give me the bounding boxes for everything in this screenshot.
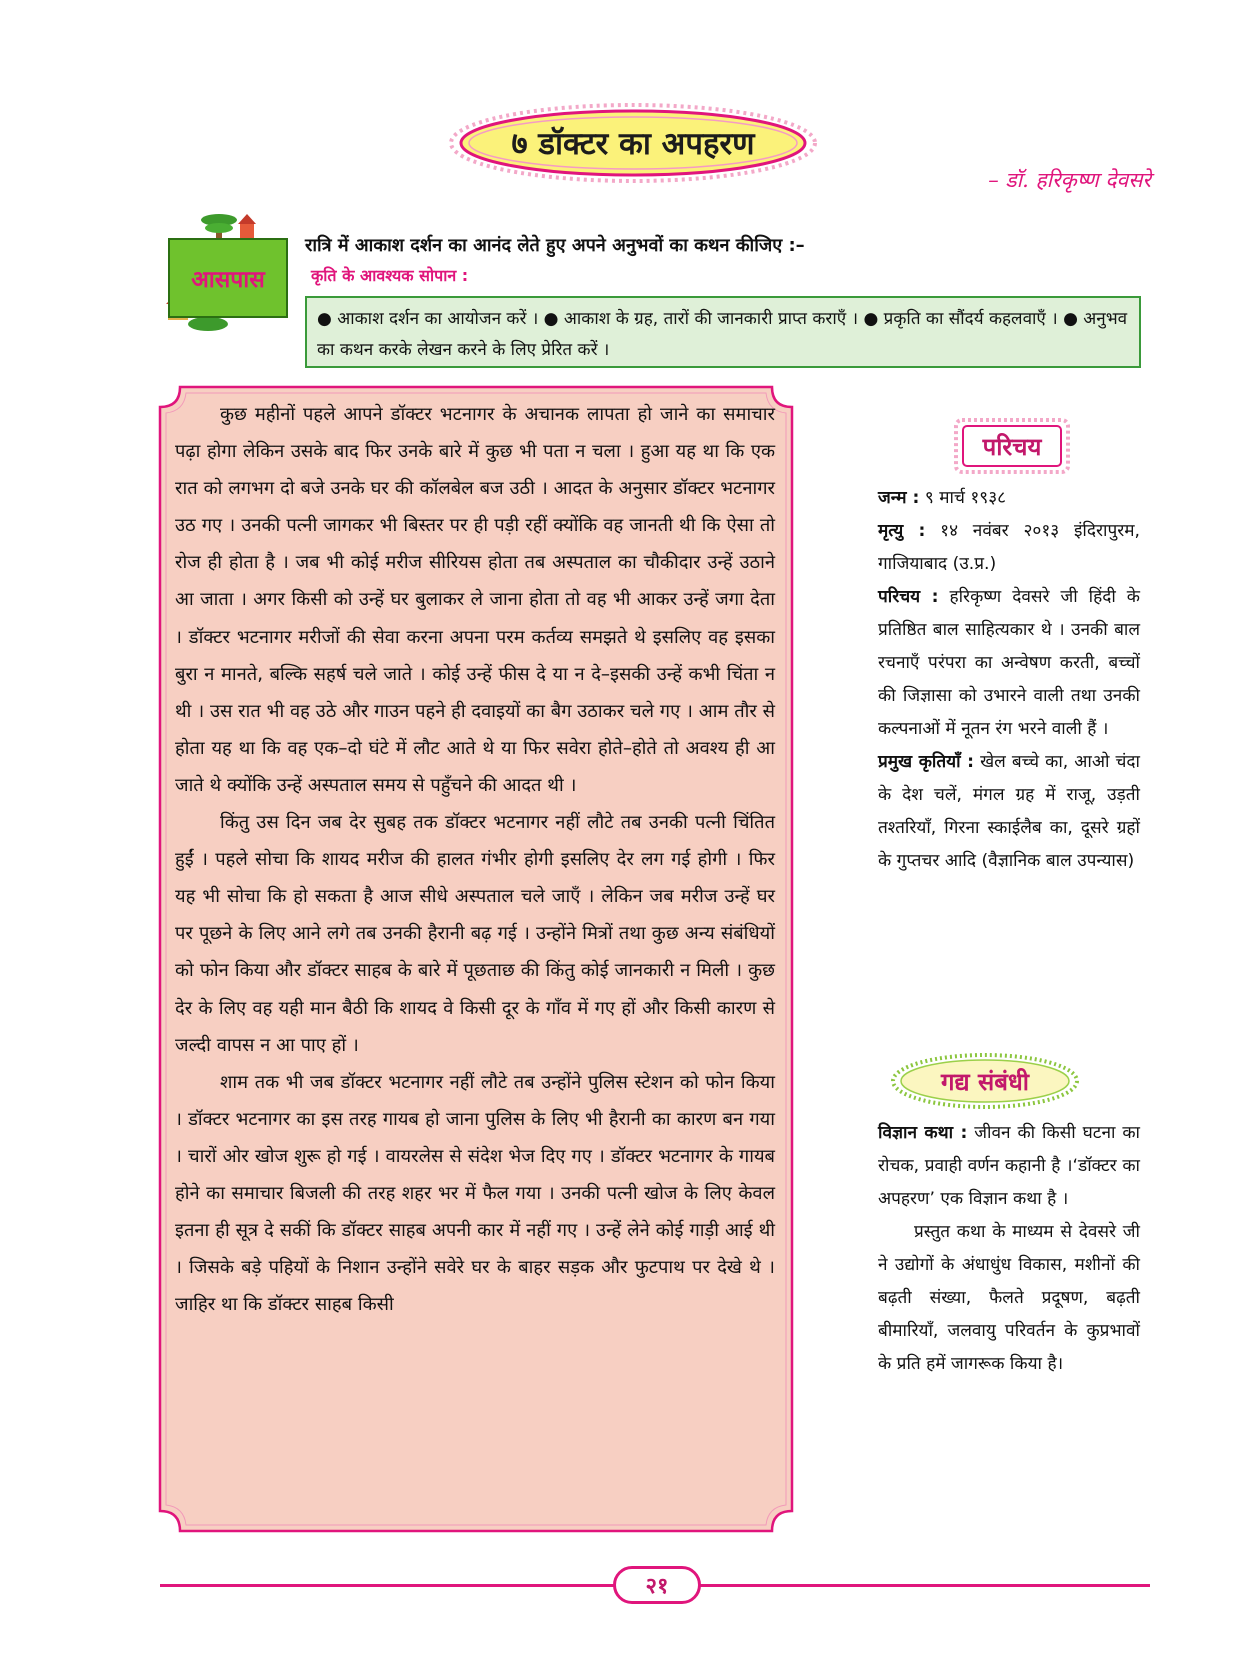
genre-info xyxy=(878,1117,1140,1381)
page-number: २१ xyxy=(613,1566,701,1604)
genre-label: विज्ञान कथा : xyxy=(878,1123,968,1143)
death-label: मृत्यु : xyxy=(878,521,926,541)
story-text xyxy=(175,396,775,1323)
intro-label: परिचय : xyxy=(878,587,939,607)
death-value: १४ नवंबर २०१३ इंदिरापुरम, गाजियाबाद (उ.प्र.) xyxy=(878,521,1141,574)
birth-value: ९ मार्च १९३८ xyxy=(919,488,1007,508)
genre-line xyxy=(878,1117,1140,1216)
birth-label: जन्म : xyxy=(878,488,920,508)
intro-line xyxy=(878,581,1140,746)
works-line xyxy=(878,746,1140,878)
birth-line xyxy=(878,482,1140,515)
story-paragraph: कुछ महीनों पहले आपने डॉक्टर भटनागर के अचानक लापता हो जाने का समाचार पढ़ा होगा लेकिन उसके बाद फिर उनके बारे में कुछ भी पता न चला । हुआ यह था कि एक रात को लगभग दो बजे उनके घर की कॉलबेल बज उठी । आदत के अनुसार डॉक्टर भटनागर उठ गए । उनकी पत्नी जागकर भी बिस्तर पर ही पड़ी रहीं क्योंकि वह जानती थी कि ऐसा तो रोज ही होता है । जब भी कोई मरीज सीरियस होता तब अस्पताल का चौकीदार उन्हें उठाने आ जाता । अगर किसी को उन्हें घर बुलाकर ले जाना होता तो वह भी आकर उन्हें जगा देता । डॉक्टर भटनागर मरीजों की सेवा करना अपना परम कर्तव्य समझते थे इसलिए वह इसका बुरा न मानते, बल्कि सहर्ष चले जाते । कोई उन्हें फीस दे या न दे–इसकी उन्हें कभी चिंता न थी । उस रात भी वह उठे और गाउन पहने ही दवाइयों का बैग उठाकर चले गए । आम तौर से होता यह था कि वह एक–दो घंटे में लौट आते थे या फिर सवेरा होते–होते तो अवश्य ही आ जाते थे क्योंकि उन्हें अस्पताल समय से पहुँचने की आदत थी । xyxy=(175,404,775,796)
genre-value: जीवन की किसी घटना का रोचक, प्रवाही वर्णन कहानी है ।‘डॉक्टर का अपहरण’ एक विज्ञान कथा है । xyxy=(878,1123,1140,1209)
works-label: प्रमुख कृतियाँ : xyxy=(878,752,975,772)
purpose-line: प्रस्तुत कथा के माध्यम से देवसरे जी ने उद्योगों के अंधाधुंध विकास, मशीनों की बढ़ती संख्या, फैलते प्रदूषण, बढ़ती बीमारियाँ, जलवायु परिवर्तन के कुप्रभावों के प्रति हमें जागरूक किया है। xyxy=(878,1222,1140,1374)
activity-steps-box: ● आकाश दर्शन का आयोजन करें । ● आकाश के ग्रह, तारों की जानकारी प्राप्त कराएँ । ● प्रकृति का सौंदर्य कहलवाएँ । ● अनुभव का कथन करके लेखन करने के लिए प्रेरित करें । xyxy=(305,296,1141,368)
chapter-title: ७ डॉक्टर का अपहरण xyxy=(511,126,755,162)
author-intro xyxy=(878,482,1140,878)
story-paragraph: शाम तक भी जब डॉक्टर भटनागर नहीं लौटे तब उन्होंने पुलिस स्टेशन को फोन किया । डॉक्टर भटनागर का इस तरह गायब हो जाना पुलिस के लिए भी हैरानी का कारण बन गया । चारों ओर खोज शुरू हो गई । वायरलेस से संदेश भेज दिए गए । डॉक्टर भटनागर के गायब होने का समाचार बिजली की तरह शहर भर में फैल गया । उनकी पत्नी खोज के लिए केवल इतना ही सूत्र दे सकीं कि डॉक्टर साहब अपनी कार में नहीं गए । उन्हें लेने कोई गाड़ी आई थी । जिसके बड़े पहियों के निशान उन्होंने सवेरे घर के बाहर सड़क और फुटपाथ पर देखे थे । जाहिर था कि डॉक्टर साहब किसी xyxy=(175,1071,775,1316)
aaspaas-label: आसपास xyxy=(168,238,288,318)
author-name: – डॉ. हरिकृष्ण देवसरे xyxy=(988,168,1151,192)
gadya-heading: गद्य संबंधी xyxy=(941,1067,1029,1096)
activity-question: रात्रि में आकाश दर्शन का आनंद लेते हुए अपने अनुभवों का कथन कीजिए :– xyxy=(305,235,805,256)
works-value: खेल बच्चे का, आओ चंदा के देश चलें, मंगल ग्रह में राजू, उड़ती तश्तरियाँ, गिरना स्काईलैब का, दूसरे ग्रहों के गुप्तचर आदि (वैज्ञानिक बाल उपन्यास) xyxy=(878,752,1141,871)
intro-value: हरिकृष्ण देवसरे जी हिंदी के प्रतिष्ठित बाल साहित्यकार थे । उनकी बाल रचनाएँ परंपरा का अन्वेषण करती, बच्चों की जिज्ञासा को उभारने वाली तथा उनकी कल्पनाओं में नूतन रंग भरने वाली हैं । xyxy=(878,587,1141,739)
chapter-title-badge xyxy=(448,103,818,183)
death-line xyxy=(878,515,1140,581)
activity-steps-heading: कृति के आवश्यक सोपान : xyxy=(311,266,469,285)
story-paragraph: किंतु उस दिन जब देर सुबह तक डॉक्टर भटनागर नहीं लौटे तब उनकी पत्नी चिंतित हुईं । पहले सोचा कि शायद मरीज की हालत गंभीर होगी इसलिए देर लग गई होगी । फिर यह भी सोचा कि हो सकता है आज सीधे अस्पताल चले जाएँ । लेकिन जब मरीज उन्हें घर पर पूछने के लिए आने लगे तब उनकी हैरानी बढ़ गई । उन्होंने मित्रों तथा कुछ अन्य संबंधियों को फोन किया और डॉक्टर साहब के बारे में पूछताछ की किंतु कोई जानकारी न मिली । कुछ देर के लिए वह यही मान बैठी कि शायद वे किसी दूर के गाँव में गए हों और किसी कारण से जल्दी वापस न आ पाए हों । xyxy=(175,812,775,1056)
parichay-heading: परिचय xyxy=(982,432,1042,461)
